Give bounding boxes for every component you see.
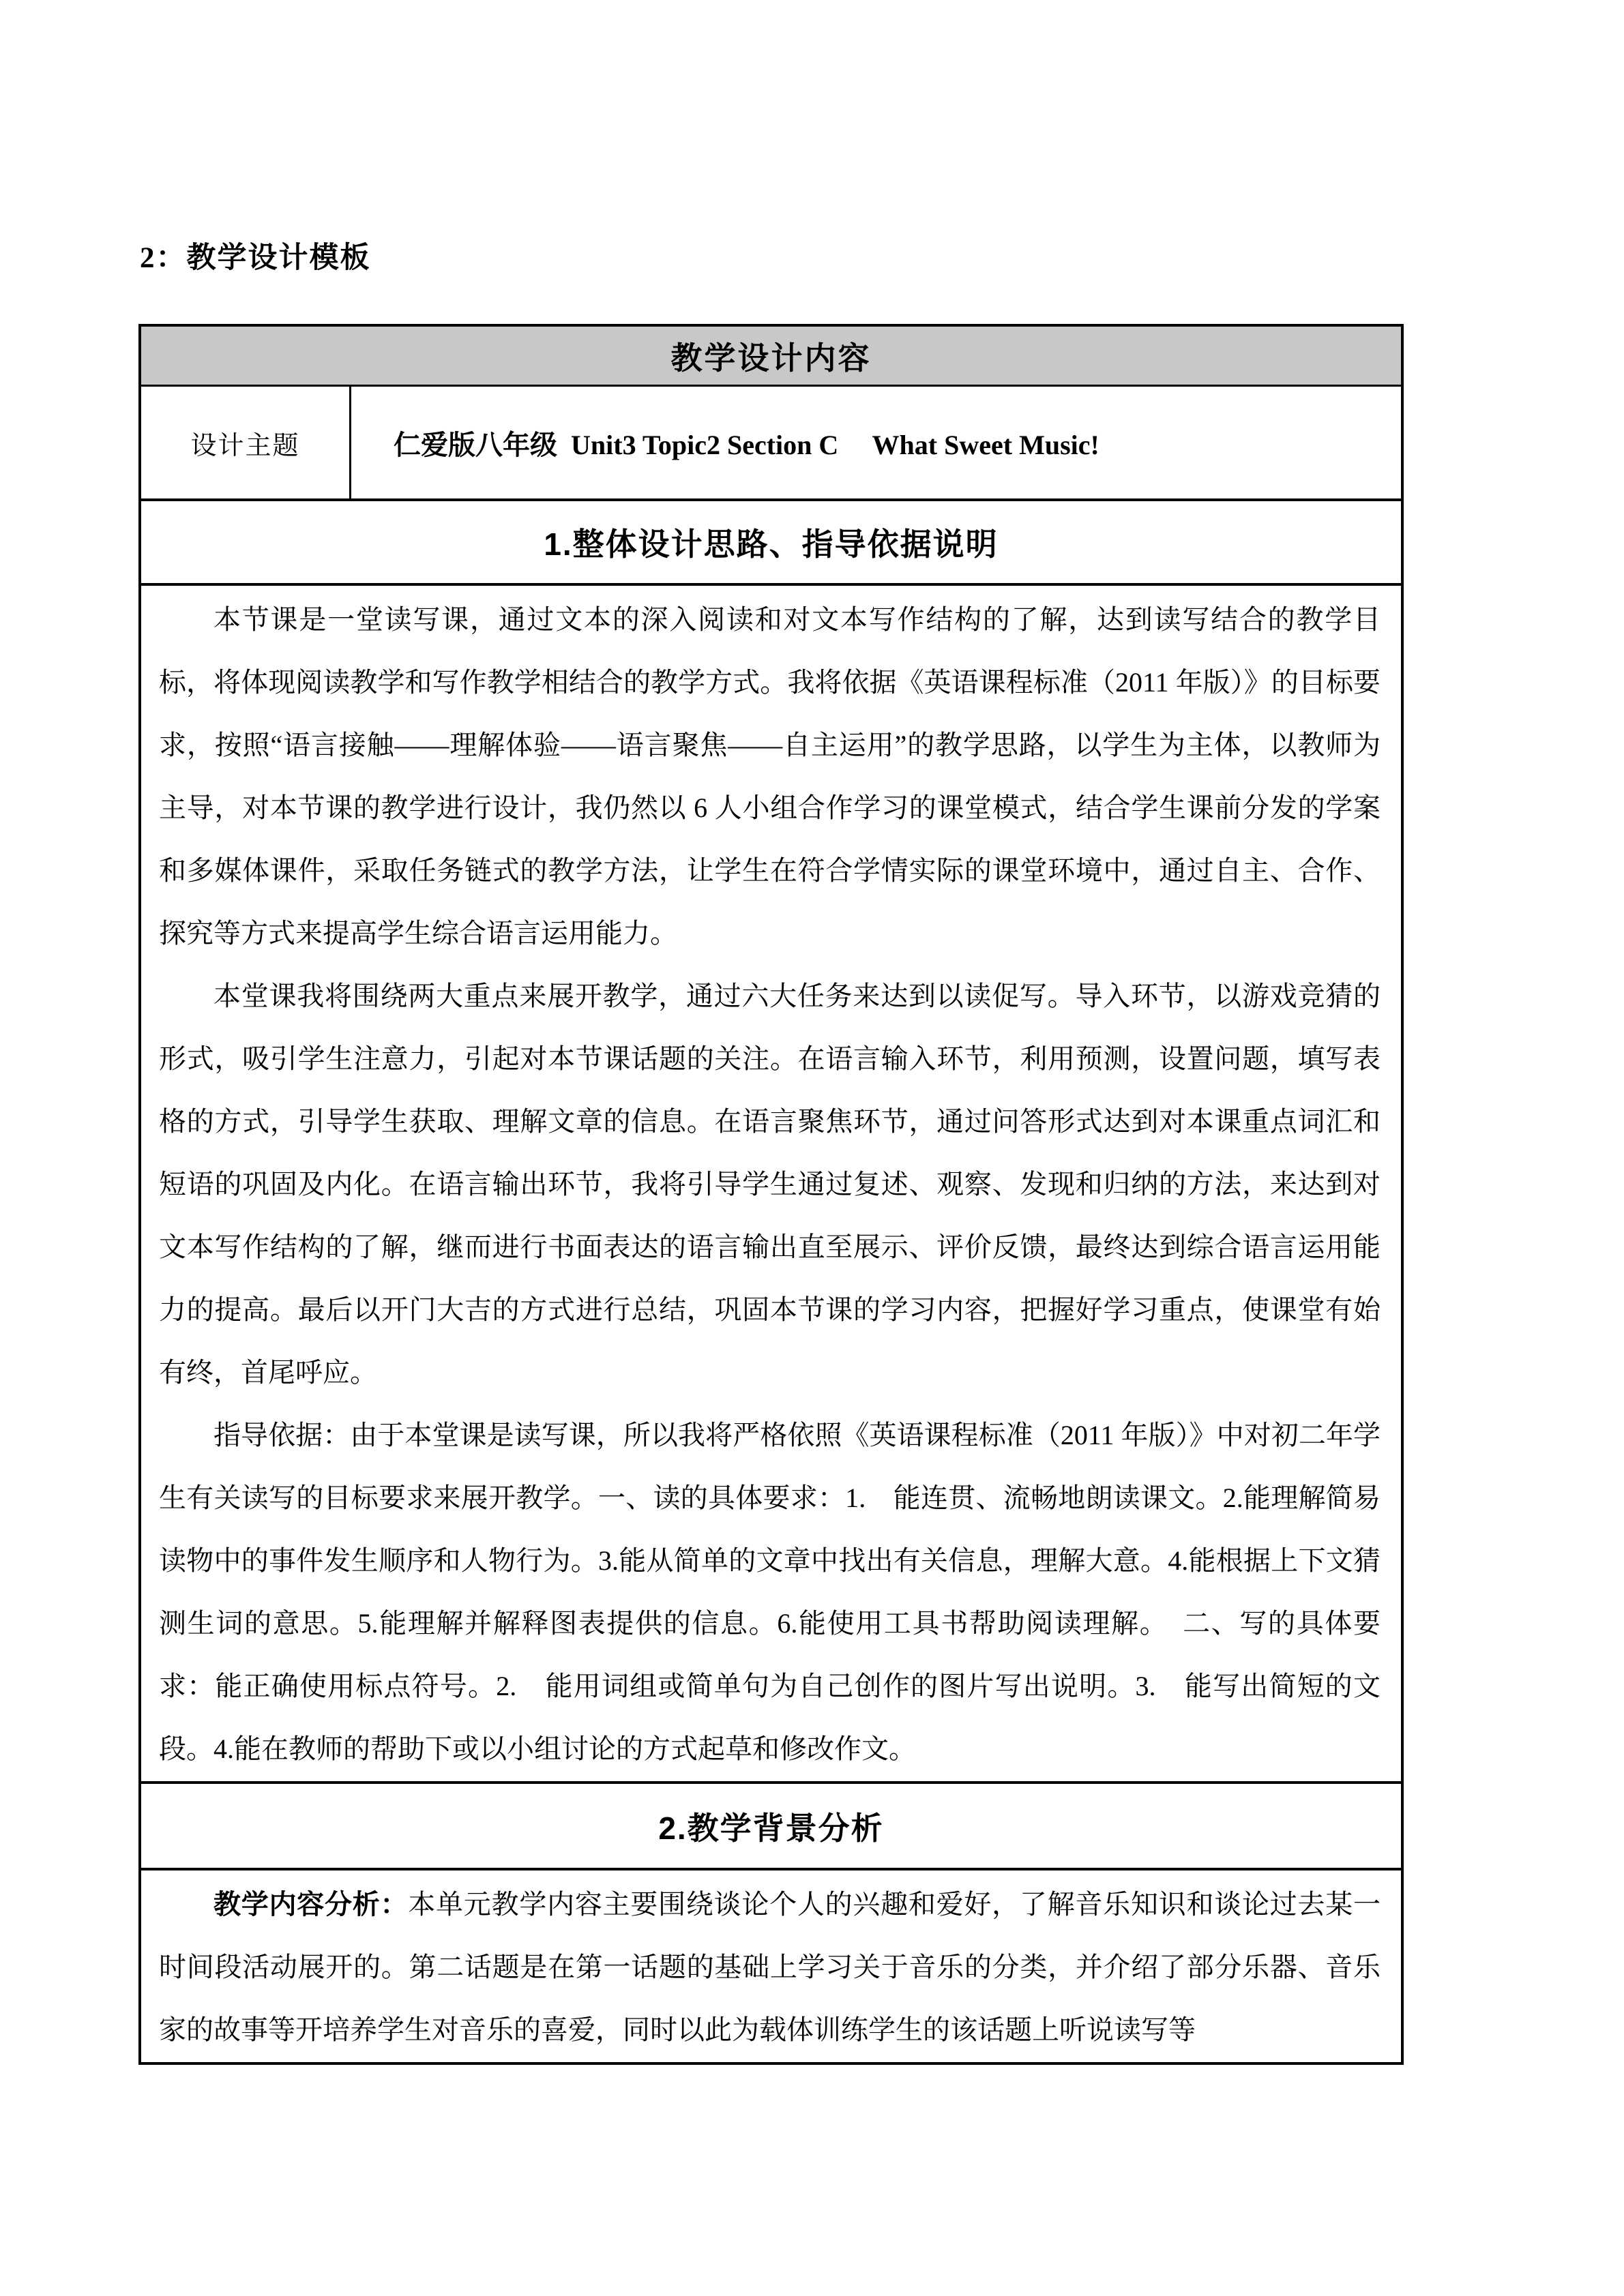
section2-body bbox=[141, 1870, 1401, 2062]
table-title: 教学设计内容 bbox=[141, 327, 1401, 387]
section1-paragraph-2: 本堂课我将围绕两大重点来展开教学，通过六大任务来达到以读促写。导入环节，以游戏竞猜的形式，吸引学生注意力，引起对本节课话题的关注。在语言输入环节，利用预测，设置问题，填写表格的方式，引导学生获取、理解文章的信息。在语言聚焦环节，通过问答形式达到对本课重点词汇和短语的巩固及内化。在语言输出环节，我将引导学生通过复述、观察、发现和归纳的方法，来达到对文本写作结构的了解，继而进行书面表达的语言输出直至展示、评价反馈，最终达到综合语言运用能力的提高。最后以开门大吉的方式进行总结，巩固本节课的学习内容，把握好学习重点，使课堂有始有终，首尾呼应。 bbox=[159, 981, 1381, 1388]
theme-label: 设计主题 bbox=[141, 387, 351, 498]
page-title: 2：教学设计模板 bbox=[140, 242, 371, 274]
content-analysis-lead: 教学内容分析： bbox=[213, 1889, 409, 1920]
lesson-design-table bbox=[138, 324, 1404, 2065]
section1-body bbox=[141, 586, 1401, 1784]
content-analysis-text: 本单元教学内容主要围绕谈论个人的兴趣和爱好，了解音乐知识和谈论过去某一时间段活动展开的。第二话题是在第一话题的基础上学习关于音乐的分类，并介绍了部分乐器、音乐家的故事等开培养学生对音乐的喜爱，同时以此为载体训练学生的该话题上听说读写等 bbox=[159, 1889, 1381, 2045]
section2-heading: 2.教学背景分析 bbox=[141, 1784, 1401, 1870]
section1-paragraph-3: 指导依据：由于本堂课是读写课，所以我将严格依照《英语课程标准（2011 年版）》中对初二年学生有关读写的目标要求来展开教学。一、读的具体要求：1. 能连贯、流畅地朗读课文。2.能理解简易读物中的事件发生顺序和人物行为。3.能从简单的文章中找出有关信息，理解大意。4.能根据上下文猜测生词的意思。5.能理解并解释图表提供的信息。6.能使用工具书帮助阅读理解。 二、写的具体要求：能正确使用标点符号。2. 能用词组或简单句为自己创作的图片写出说明。3. 能写出简短的文段。4.能在教师的帮助下或以小组讨论的方式起草和修改作文。 bbox=[159, 1420, 1381, 1764]
theme-value: 仁爱版八年级 Unit3 Topic2 Section C What Sweet Music! bbox=[394, 429, 1099, 460]
section1-paragraph-1: 本节课是一堂读写课，通过文本的深入阅读和对文本写作结构的了解，达到读写结合的教学目标，将体现阅读教学和写作教学相结合的教学方式。我将依据《英语课程标准（2011 年版）》的目标要求，按照“语言接触——理解体验——语言聚焦——自主运用”的教学思路，以学生为主体，以教师为主导，对本节课的教学进行设计，我仍然以 6 人小组合作学习的课堂模式，结合学生课前分发的学案和多媒体课件，采取任务链式的教学方法，让学生在符合学情实际的课堂环境中，通过自主、合作、探究等方式来提高学生综合语言运用能力。 bbox=[159, 604, 1381, 949]
section1-heading: 1.整体设计思路、指导依据说明 bbox=[141, 501, 1401, 586]
section2-paragraph bbox=[159, 1873, 1381, 2061]
theme-row bbox=[141, 387, 1401, 501]
